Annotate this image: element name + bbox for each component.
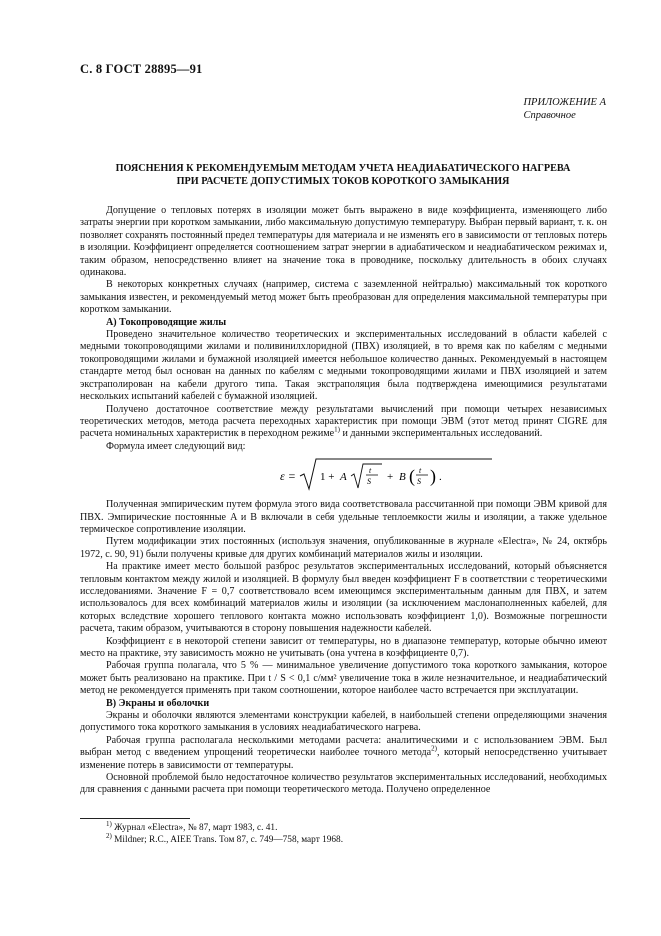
formula-one-plus: 1 + xyxy=(320,471,335,484)
paragraph: Полученная эмпирическим путем формула этого вида соответствовала рассчитанной при помощи ЭВМ кривой для ПВХ. Эмпирические постоянные A и B включали в себя удельные теплоемкости жилы и изоляции, а также удельное термическое сопротивление изоляции. xyxy=(80,499,607,535)
footnote-ref: 2) xyxy=(431,744,437,753)
formula-plus: + xyxy=(387,471,394,484)
fraction-t: t xyxy=(369,466,372,476)
formula xyxy=(80,456,607,496)
footnote-1 xyxy=(80,819,600,835)
paragraph-text: , который непосредственно учитывает изменение потерь в зависимости от температуры. xyxy=(80,747,607,771)
formula-graphic xyxy=(80,456,607,496)
footnotes xyxy=(80,819,600,846)
footnote-text: Mildner; R.C., AIEE Trans. Том 87, с. 749—758, март 1968. xyxy=(111,834,344,845)
page-header: С. 8 ГОСТ 28895—91 xyxy=(80,62,203,76)
footnote-2 xyxy=(80,831,600,847)
paragraph: Основной проблемой было недостаточное количество результатов экспериментальных исследований, необходимых для сравнения с данными расчета при помощи теоретического метода. Получено определенное xyxy=(80,772,607,796)
paragraph-text: Получено достаточное соответствие между результатами вычислений при помощи четырех независимых теоретических методов, метода расчета переходных характеристик при помощи ЭВМ (этот метод принят CIGRE для расчета номинальных характеристик в переходном режиме xyxy=(80,403,607,440)
body-text xyxy=(80,205,607,797)
paragraph: Допущение о тепловых потерях в изоляции может быть выражено в виде коэффициента, изменяющего либо затраты энергии при коротком замыкании, либо максимальную допустимую температуру. Выбран первый вариант, т. к. он позволяет сохранять постоянный предел температуры для материала и не изменять его в зависимости от тепловых потерь в изоляции. Коэффициент определяется соотношением затрат энергии в адиабатическом и неадиабатическом режимах и, таким образом, непосредственно влияет на значение тока в проводнике, поскольку длительность в обоих случаях одинакова. xyxy=(80,205,607,279)
footnote-text: Журнал «Electra», № 87, март 1983, с. 41. xyxy=(111,823,278,833)
appendix-title: ПРИЛОЖЕНИЕ А xyxy=(523,97,606,108)
footnote-divider xyxy=(80,818,190,819)
paragraph-text: Рабочая группа располагала несколькими методами расчета: аналитическими и с использованием ЭВМ. Был выбран метод с введением упрощений теоретически наиболее точного метода xyxy=(80,734,607,759)
appendix-subtitle: Справочное xyxy=(523,110,576,121)
paragraph: Коэффициент ε в некоторой степени зависит от температуры, но в диапазоне температур, которые обычно имеют место на практике, эту зависимость можно не учитывать (она учтена в коэффициенте 0,7). xyxy=(80,635,607,659)
title-line-2: ПРИ РАСЧЕТЕ ДОПУСТИМЫХ ТОКОВ КОРОТКОГО ЗАМЫКАНИЯ xyxy=(176,175,510,187)
fraction-s-2: S xyxy=(417,477,421,487)
paragraph: Проведено значительное количество теоретических и экспериментальных исследований в области кабелей с медными токопроводящими жилами и поливинилхлоридной (ПВХ) изоляцией, в то время как по кабелям с медными токопроводящими жилами и бумажной изоляцией имеется небольшое количество данных. Рекомендуемый в настоящем стандарте метод был основан на данных по кабелям с медными токопроводящими жилами и ПВХ изоляцией и затем экстраполирован на кабели другого типа. Такая экстраполяция была подтверждена имеющимися результатами нескольких испытаний кабелей с бумажной изоляцией. xyxy=(80,329,607,403)
title-line-1: ПОЯСНЕНИЯ К РЕКОМЕНДУЕМЫМ МЕТОДАМ УЧЕТА НЕАДИАБАТИЧЕСКОГО НАГРЕВА xyxy=(115,163,571,174)
paragraph-text: и данными экспериментальных исследований. xyxy=(339,428,543,440)
paragraph xyxy=(80,404,607,441)
paragraph: На практике имеет место большой разброс результатов экспериментальных исследований, который объясняется тепловым контактом между жилой и изоляцией. В формулу был введен коэффициент F в соответствии с теоретическими исследованиями. Значение F = 0,7 соответствовало всем имеющимся экспериментальным данным для ПВХ, и затем использовалось для всех комбинаций материалов жилы и изоляции (за исключением маслонаполненных кабелей, для которых вследствие хорошего теплового контакта можно использовать коэффициент 1,0). Возможные погрешности расчета, таким образом, учитываются в сторону повышения надежности кабелей. xyxy=(80,561,607,635)
formula-b: B xyxy=(399,471,406,484)
fraction-s: S xyxy=(367,477,371,487)
appendix-label xyxy=(523,96,606,122)
formula-period: . xyxy=(439,471,442,484)
section-heading-b: В) Экраны и оболочки xyxy=(106,697,210,709)
paragraph: Экраны и оболочки являются элементами конструкции кабелей, в наибольшей степени определяющими значения допустимого тока короткого замыкания в условиях неадиабатического нагрева. xyxy=(80,710,607,734)
paragraph: Формула имеет следующий вид: xyxy=(106,440,246,452)
formula-a: A xyxy=(340,471,347,484)
section-heading-a: А) Токопроводящие жилы xyxy=(106,316,227,328)
paragraph xyxy=(80,735,607,772)
footnote-mark: 2) xyxy=(106,831,112,840)
paragraph: Рабочая группа полагала, что 5 % — минимальное увеличение допустимого тока короткого замыкания, которое может быть реализовано на практике. При t / S < 0,1 с/мм² увеличение тока в жиле незначительное, и неадиабатический метод не рекомендуется применять при таком соотношении, которое наиболее часто встречается при эксплуатации. xyxy=(80,660,607,697)
footnote-ref: 1) xyxy=(334,425,340,434)
paragraph: В некоторых конкретных случаях (например, система с заземленной нейтралью) максимальный ток короткого замыкания известен, и рекомендуемый метод может быть преобразован для определения максимальной температуры при коротком замыкании. xyxy=(80,279,607,316)
fraction-t-2: t xyxy=(419,466,422,476)
document-title xyxy=(80,163,606,188)
paren-close: ) xyxy=(430,466,436,487)
paren-open: ( xyxy=(409,466,415,487)
paragraph: Путем модификации этих постоянных (используя значения, опубликованные в журнале «Electra», № 24, октябрь 1972, с. 90, 91) были получены кривые для других комбинаций материалов жилы и изоляции. xyxy=(80,536,607,560)
formula-lhs: ε = xyxy=(280,469,296,484)
footnote-mark: 1) xyxy=(106,819,112,828)
